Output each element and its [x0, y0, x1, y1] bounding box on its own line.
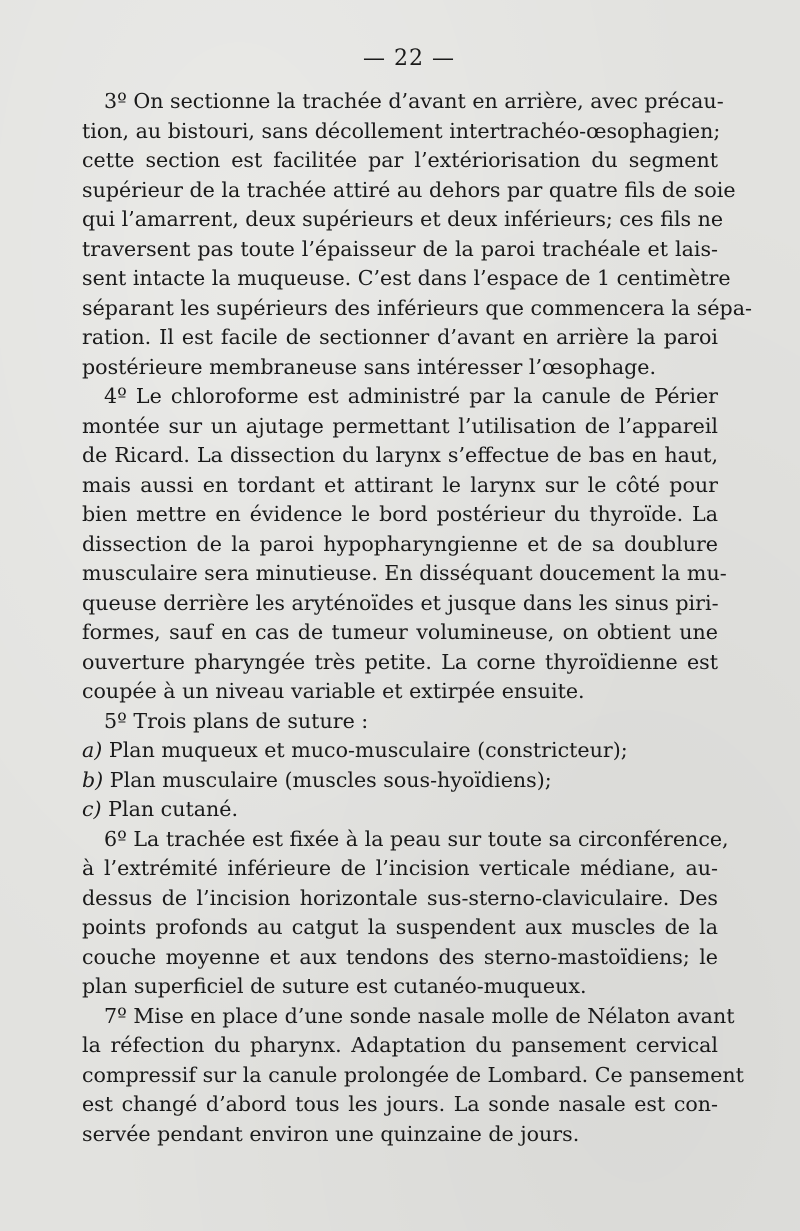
paragraph-step-5	[60, 707, 718, 737]
list-text: Plan muqueux et muco-musculaire (constricteur);	[102, 738, 628, 762]
text-line: servée pendant environ une quinzaine de jours.	[82, 1121, 580, 1146]
text-line: traversent pas toute l’épaisseur de la paroi trachéale et lais-	[82, 236, 718, 261]
text-line: qui l’amarrent, deux supérieurs et deux inférieurs; ces fils ne	[82, 207, 724, 231]
list-text: Plan musculaire (muscles sous-hyoïdiens);	[103, 767, 552, 792]
suture-plan-c	[60, 795, 718, 825]
text-line: séparant les supérieurs des inférieurs que commencera la sépa-	[82, 295, 752, 320]
text-line: est changé d’abord tous les jours. La sonde nasale est con-	[82, 1092, 718, 1116]
text-line: 6º La trachée est fixée à la peau sur toute sa circonférence,	[104, 826, 729, 851]
text-line: 4º Le chloroforme est administré par la canule de Périer	[104, 384, 718, 408]
list-marker: b)	[82, 767, 104, 792]
paragraph-step-3	[60, 87, 752, 382]
text-line: cette section est facilitée par l’extériorisation du segment	[82, 148, 718, 172]
list-marker: c)	[82, 797, 102, 821]
text-line: 7º Mise en place d’une sonde nasale molle de Nélaton avant	[104, 1003, 735, 1028]
text-line: la réfection du pharynx. Adaptation du pansement cervical	[82, 1033, 718, 1057]
text-line: dissection de la paroi hypopharyngienne et de sa doublure	[82, 531, 718, 556]
text-line: ration. Il est facile de sectionner d’avant en arrière la paroi	[82, 325, 718, 349]
paragraph-step-7	[60, 1002, 744, 1150]
text-line: plan superficiel de suture est cutanéo-muqueux.	[82, 974, 587, 998]
text-line: supérieur de la trachée attiré au dehors par quatre fils de soie	[82, 177, 736, 202]
text-line: compressif sur la canule prolongée de Lombard. Ce pansement	[82, 1062, 744, 1087]
suture-plan-a	[60, 736, 718, 766]
page-number: — 22 —	[363, 46, 455, 71]
suture-plan-b	[60, 766, 718, 796]
text-line: de Ricard. La dissection du larynx s’effectue de bas en haut,	[82, 443, 718, 467]
text-line: couche moyenne et aux tendons des sterno-mastoïdiens; le	[82, 944, 718, 969]
text-line: postérieure membraneuse sans intéresser l’œsophage.	[82, 354, 657, 379]
text-line: formes, sauf en cas de tumeur volumineuse, on obtient une	[82, 620, 718, 644]
text-line: queuse derrière les aryténoïdes et jusque dans les sinus piri-	[82, 590, 719, 615]
text-line: coupée à un niveau variable et extirpée ensuite.	[82, 679, 585, 703]
text-line: mais aussi en tordant et attirant le larynx sur le côté pour	[82, 472, 718, 497]
text-line: sent intacte la muqueuse. C’est dans l’espace de 1 centimètre	[82, 266, 731, 290]
text-line: points profonds au catgut la suspendent aux muscles de la	[82, 915, 718, 939]
text-line: montée sur un ajutage permettant l’utilisation de l’appareil	[82, 413, 718, 438]
text-line: 3º On sectionne la trachée d’avant en arrière, avec précau-	[104, 89, 724, 113]
paragraph-step-4	[60, 382, 727, 707]
text-line: musculaire sera minutieuse. En disséquant doucement la mu-	[82, 561, 727, 585]
text-line: 5º Trois plans de suture :	[104, 708, 369, 733]
text-line: à l’extrémité inférieure de l’incision verticale médiane, au-	[82, 856, 718, 880]
text-line: bien mettre en évidence le bord postérieur du thyroïde. La	[82, 502, 718, 526]
list-text: Plan cutané.	[101, 797, 239, 821]
list-marker: a)	[82, 738, 103, 762]
text-line: ouverture pharyngée très petite. La corne thyroïdienne est	[82, 649, 718, 674]
text-line: tion, au bistouri, sans décollement intertrachéo-œsophagien;	[82, 118, 721, 143]
text-line: dessus de l’incision horizontale sus-sterno-claviculaire. Des	[82, 885, 718, 910]
paragraph-step-6	[60, 825, 729, 1002]
